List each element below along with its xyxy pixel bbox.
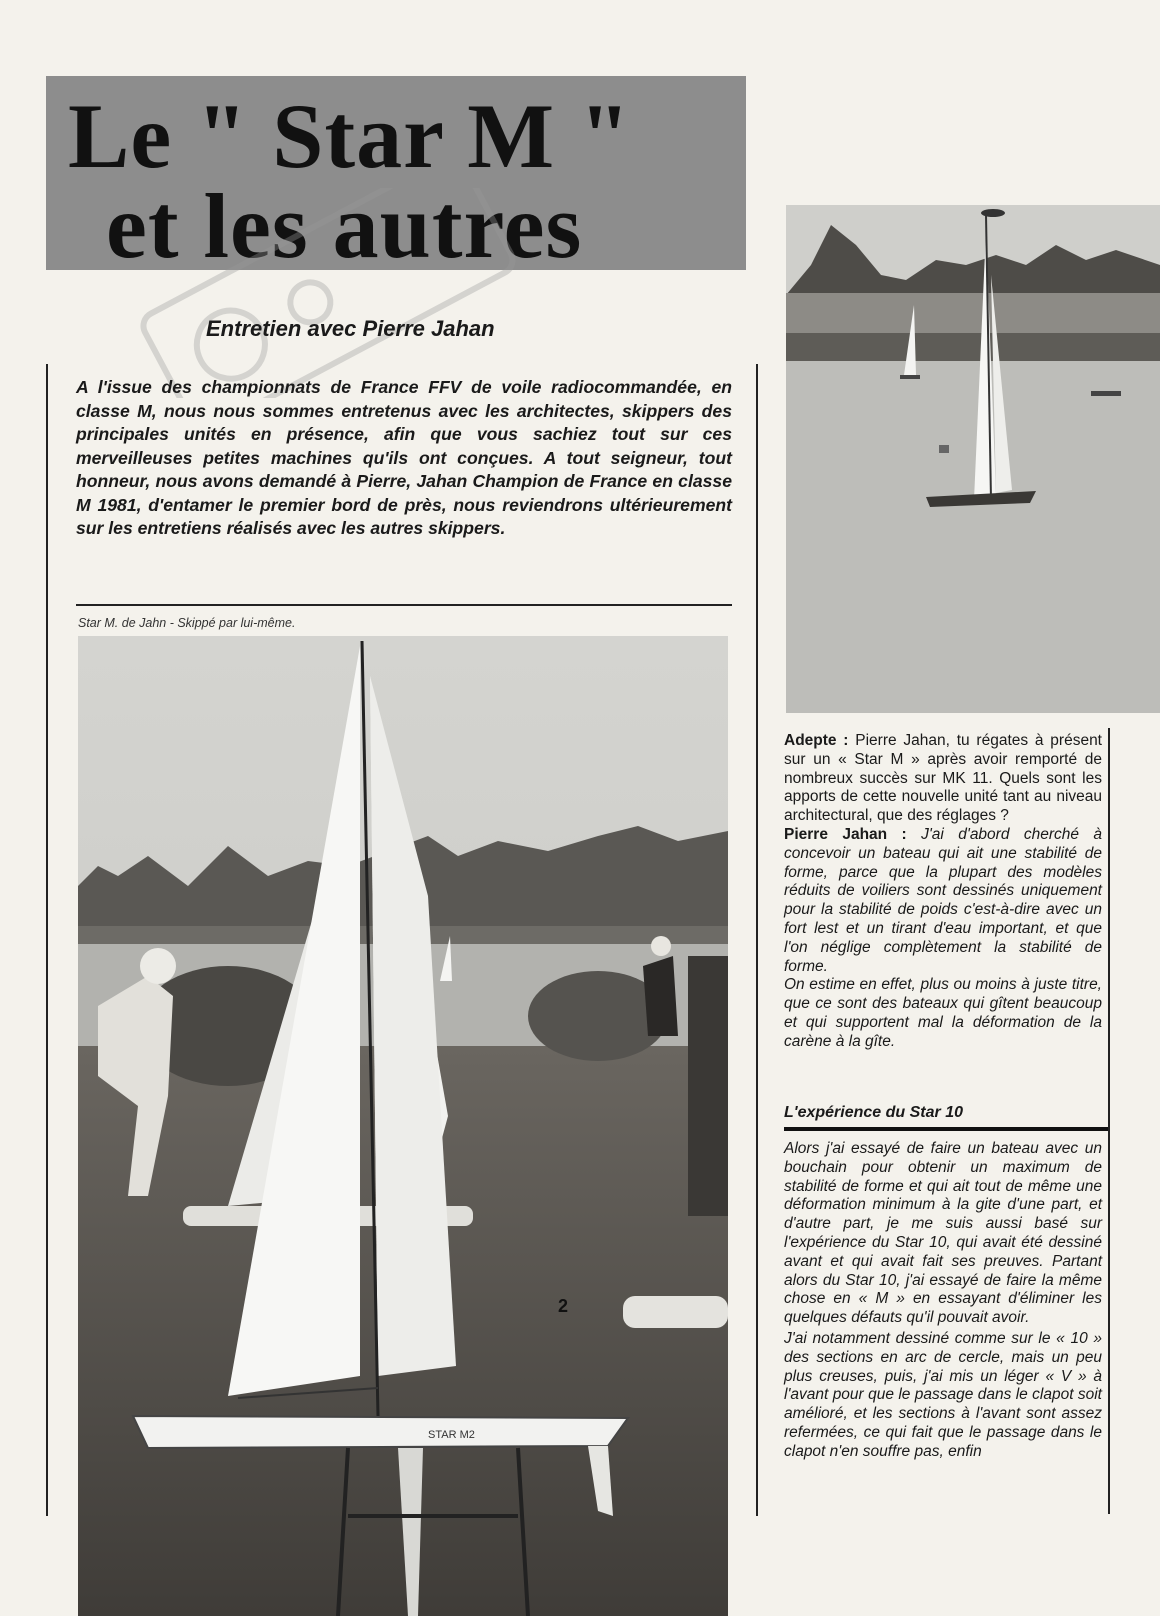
- answer-text-2: On estime en effet, plus ou moins à juste titre, que ce sont des bateaux qui gîtent beaucoup et qui supportent mal la déformation de la carène à la gîte.: [784, 976, 1102, 1050]
- answer-speaker: Pierre Jahan :: [784, 825, 907, 843]
- section-paragraph-1: Alors j'ai essayé de faire un bateau avec un bouchain pour obtenir un maximum de stabilité de forme et qui ait tout de même une déformation minimum à la gite d'une part, et d'autre part, je me suis aussi basé sur l'expérience du Star 10, qui avait été dessiné avant et qui avait fait ses preuves. Partant alors du Star 10, j'ai essayé de faire la même chose en « M » en essayant d'éliminer les quelques défauts qu'il pouvait avoir.: [784, 1140, 1102, 1327]
- watermark-stamp: [108, 188, 548, 398]
- title-line-2: et les autres: [106, 175, 583, 277]
- title-line-1: Le " Star M ": [68, 85, 632, 187]
- section-body: [784, 1140, 1102, 1464]
- question-speaker: Adepte :: [784, 732, 849, 749]
- answer-text-1: J'ai d'abord cherché à concevoir un bateau qui ait une stabilité de forme, parce que la plupart des modèles réduits de voiliers sont dessinés uniquement pour la stabilité de poids c'est-à-dire avec un fort lest et un tirant d'eau important, et que l'on néglige complètement la stabilité de forme.: [784, 825, 1102, 975]
- intro-divider: [76, 604, 732, 606]
- section-heading: L'expérience du Star 10: [784, 1104, 963, 1121]
- intro-paragraph: A l'issue des championnats de France FFV de voile radiocommandée, en classe M, nous nous sommes entretenus avec les architectes, skippers des principales unités en présence, afin que vous sachiez tout sur ces merveilleuses petites machines qu'ils ont conçues. A tout seigneur, tout honneur, nous avons demandé à Pierre, Jahan Champion de France en classe M 1981, d'entamer le premier bord de près, nous reviendrons ultérieurement sur les entretiens réalisés avec les autres skippers.: [76, 377, 732, 538]
- section-divider: [784, 1127, 1108, 1131]
- lake-photo: [786, 205, 1160, 713]
- question-text: Pierre Jahan, tu régates à présent sur un « Star M » après avoir remporté de nombreux succès sur MK 11. Quels sont les apports de cette nouvelle unité tant au niveau architectural, que des réglages ?: [784, 732, 1102, 825]
- hull-label: STAR M2: [428, 1429, 475, 1441]
- column-rule-middle: [756, 364, 758, 1516]
- sail-number: 2: [558, 1296, 569, 1316]
- subtitle: Entretien avec Pierre Jahan: [206, 316, 495, 341]
- interview-text: [784, 732, 1102, 1052]
- photo-caption: Star M. de Jahn - Skippé par lui-même.: [78, 616, 296, 630]
- column-rule-right: [1108, 728, 1110, 1514]
- main-photo: [78, 636, 728, 1616]
- section-paragraph-2: J'ai notamment dessiné comme sur le « 10 » des sections en arc de cercle, mais un peu plus creuses, puis, j'ai mis un léger « V » à l'avant pour que le passage dans le clapot soit amélioré, et les sections à l'avant sont assez refermées, ce qui fait que le passage dans le clapot n'en souffre pas, enfin: [784, 1329, 1102, 1460]
- column-rule-left: [46, 364, 48, 1516]
